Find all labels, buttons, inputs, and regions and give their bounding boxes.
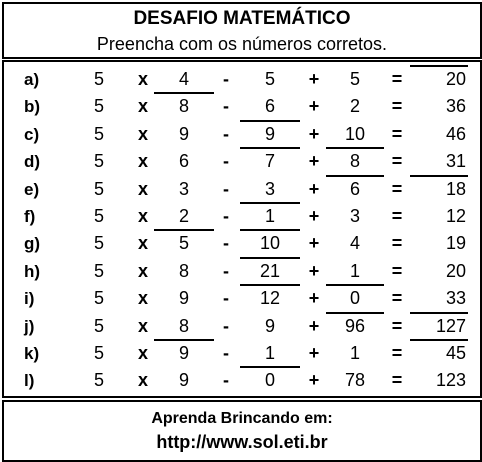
answer-blank-line [240, 366, 300, 368]
minus-sign: - [223, 123, 229, 144]
multiply-sign: x [137, 233, 148, 254]
result-value: 45 [445, 343, 466, 363]
multiply-sign: x [137, 96, 148, 117]
operand-1: 5 [93, 343, 104, 363]
operand-3: 0 [264, 370, 275, 391]
operand-2: 4 [178, 69, 189, 89]
multiply-sign: x [137, 123, 148, 144]
minus-sign: - [223, 206, 229, 226]
result-value: 18 [445, 178, 466, 199]
equation-row [4, 340, 480, 367]
operand-4: 4 [349, 233, 360, 254]
operand-1: 5 [93, 206, 104, 226]
multiply-sign: x [137, 151, 148, 172]
operand-1: 5 [93, 151, 104, 172]
equals-sign: = [391, 260, 403, 281]
footer-panel [2, 400, 482, 462]
equation-row [4, 66, 480, 93]
operand-4: 1 [349, 260, 360, 281]
operand-3: 9 [264, 315, 275, 336]
plus-sign: + [308, 206, 320, 226]
exercise-panel [2, 60, 482, 398]
answer-blank-line [154, 339, 214, 341]
operand-3: 5 [264, 69, 275, 89]
equals-sign: = [391, 288, 403, 309]
operand-3: 3 [264, 178, 275, 199]
operand-3: 1 [264, 206, 275, 226]
result-value: 36 [445, 96, 466, 117]
operand-4: 3 [349, 206, 360, 226]
result-value: 123 [435, 370, 466, 391]
equals-sign: = [391, 123, 403, 144]
equation-row [4, 367, 480, 394]
multiply-sign: x [137, 288, 148, 309]
operand-1: 5 [93, 315, 104, 336]
operand-1: 5 [93, 260, 104, 281]
result-value: 20 [445, 69, 466, 89]
row-label: g) [24, 234, 41, 254]
result-value: 127 [435, 315, 466, 336]
result-value: 33 [445, 288, 466, 309]
header-panel [2, 2, 482, 59]
equation-row [4, 176, 480, 203]
answer-blank-line [326, 284, 384, 286]
operand-3: 9 [264, 123, 275, 144]
answer-blank-line [326, 312, 384, 314]
row-label: i) [24, 289, 35, 309]
row-label: j) [24, 316, 35, 336]
plus-sign: + [308, 260, 320, 281]
row-label: f) [24, 207, 36, 226]
answer-blank-line [326, 147, 384, 149]
answer-blank-line [240, 229, 300, 231]
footer-caption: Aprenda Brincando em: [151, 410, 333, 427]
operand-2: 9 [178, 288, 189, 309]
row-label: e) [24, 179, 40, 199]
operand-1: 5 [93, 178, 104, 199]
plus-sign: + [308, 151, 320, 172]
operand-2: 9 [178, 370, 189, 391]
result-value: 20 [445, 260, 466, 281]
equals-sign: = [391, 370, 403, 391]
equals-sign: = [391, 69, 403, 89]
operand-2: 9 [178, 123, 189, 144]
answer-blank-line [410, 312, 468, 314]
operand-1: 5 [93, 288, 104, 309]
row-label: a) [24, 70, 40, 89]
multiply-sign: x [137, 370, 148, 391]
operand-2: 6 [178, 151, 189, 172]
operand-4: 96 [344, 315, 366, 336]
operand-2: 8 [178, 315, 189, 336]
answer-blank-line [154, 92, 214, 94]
plus-sign: + [308, 288, 320, 309]
answer-blank-line [410, 175, 468, 177]
operand-2: 3 [178, 178, 189, 199]
minus-sign: - [223, 288, 229, 309]
operand-3: 7 [264, 151, 275, 172]
plus-sign: + [308, 178, 320, 199]
minus-sign: - [223, 233, 229, 254]
answer-blank-line [240, 284, 300, 286]
operand-2: 8 [178, 260, 189, 281]
operand-4: 5 [349, 69, 360, 89]
result-value: 46 [445, 123, 466, 144]
equation-row [4, 258, 480, 285]
result-value: 12 [445, 206, 466, 226]
operand-1: 5 [93, 69, 104, 89]
operand-2: 8 [178, 96, 189, 117]
minus-sign: - [223, 370, 229, 391]
plus-sign: + [308, 370, 320, 391]
answer-blank-line [154, 229, 214, 231]
operand-4: 78 [344, 370, 366, 391]
result-value: 31 [445, 151, 466, 172]
plus-sign: + [308, 233, 320, 254]
minus-sign: - [223, 69, 229, 89]
minus-sign: - [223, 315, 229, 336]
multiply-sign: x [137, 206, 148, 226]
row-label: c) [24, 124, 40, 144]
operand-4: 1 [349, 343, 360, 363]
row-label: h) [24, 261, 41, 281]
answer-blank-line [240, 257, 300, 259]
operand-4: 2 [349, 96, 360, 117]
answer-blank-line [410, 65, 468, 67]
equals-sign: = [391, 151, 403, 172]
page-title: DESAFIO MATEMÁTICO [133, 8, 351, 29]
plus-sign: + [308, 96, 320, 117]
plus-sign: + [308, 343, 320, 363]
equals-sign: = [391, 206, 403, 226]
operand-3: 6 [264, 96, 275, 117]
operand-4: 6 [349, 178, 360, 199]
operand-2: 9 [178, 343, 189, 363]
operand-4: 10 [344, 123, 366, 144]
answer-blank-line [240, 147, 300, 149]
operand-2: 2 [178, 206, 189, 226]
operand-4: 8 [349, 151, 360, 172]
equation-row [4, 148, 480, 175]
row-label: d) [24, 152, 41, 172]
equals-sign: = [391, 233, 403, 254]
multiply-sign: x [137, 69, 148, 89]
multiply-sign: x [137, 260, 148, 281]
equals-sign: = [391, 343, 403, 363]
equation-row [4, 313, 480, 340]
plus-sign: + [308, 69, 320, 89]
equation-row [4, 285, 480, 312]
multiply-sign: x [137, 343, 148, 363]
equals-sign: = [391, 96, 403, 117]
operand-3: 10 [259, 233, 281, 254]
answer-blank-line [240, 202, 300, 204]
plus-sign: + [308, 315, 320, 336]
operand-2: 5 [178, 233, 189, 254]
minus-sign: - [223, 151, 229, 172]
operand-1: 5 [93, 370, 104, 391]
equation-row [4, 203, 480, 230]
row-label: k) [24, 344, 40, 363]
answer-blank-line [240, 120, 300, 122]
operand-3: 1 [264, 343, 275, 363]
operand-4: 0 [349, 288, 360, 309]
equals-sign: = [391, 315, 403, 336]
operand-1: 5 [93, 233, 104, 254]
multiply-sign: x [137, 315, 148, 336]
footer-url: http://www.sol.eti.br [156, 432, 328, 452]
minus-sign: - [223, 260, 229, 281]
operand-1: 5 [93, 123, 104, 144]
plus-sign: + [308, 123, 320, 144]
operand-1: 5 [93, 96, 104, 117]
equation-row [4, 93, 480, 120]
minus-sign: - [223, 96, 229, 117]
row-label: b) [24, 97, 41, 117]
answer-blank-line [326, 175, 384, 177]
equation-row [4, 230, 480, 257]
minus-sign: - [223, 343, 229, 363]
page-subtitle: Preencha com os números corretos. [96, 34, 388, 54]
equation-row [4, 121, 480, 148]
equals-sign: = [391, 178, 403, 199]
multiply-sign: x [137, 178, 148, 199]
result-value: 19 [445, 233, 466, 254]
answer-blank-line [410, 339, 468, 341]
operand-3: 21 [259, 260, 281, 281]
minus-sign: - [223, 178, 229, 199]
operand-3: 12 [259, 288, 281, 309]
row-label: l) [24, 371, 35, 391]
